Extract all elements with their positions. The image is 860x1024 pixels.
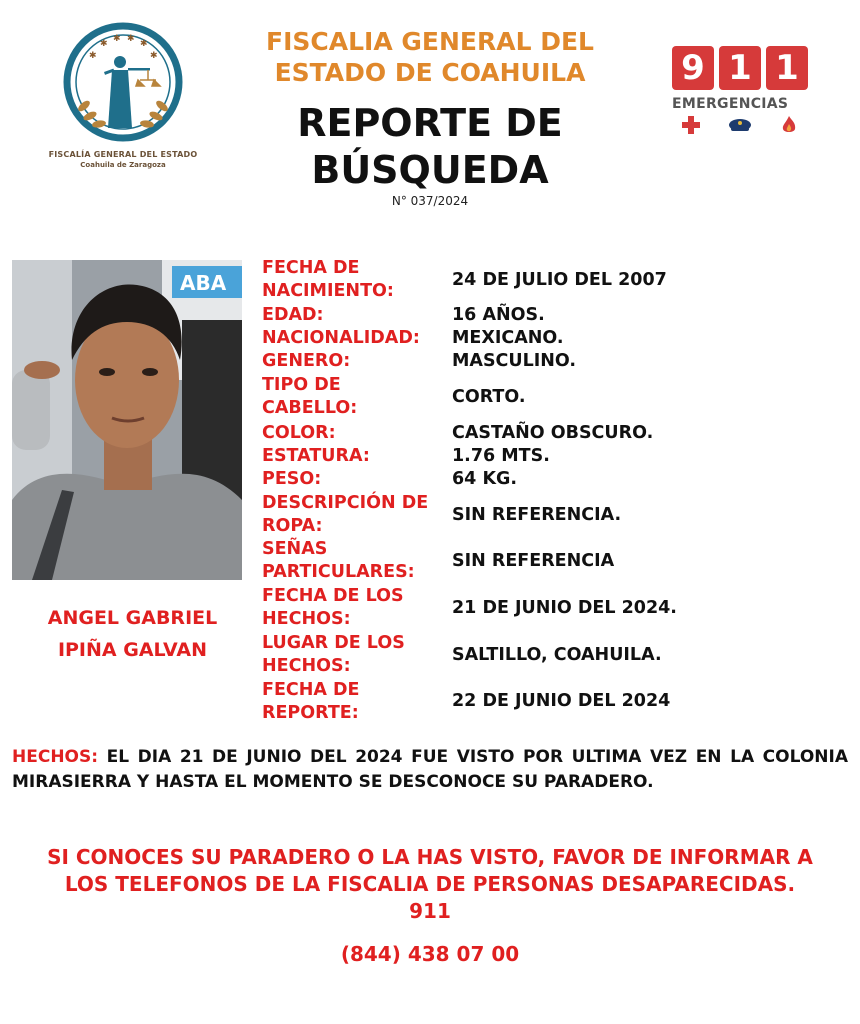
- logo-digit: 9: [672, 46, 714, 90]
- label-line: DESCRIPCIÓN DE: [262, 493, 429, 513]
- value-nationality: MEXICANO.: [452, 328, 564, 348]
- logo-digit: 1: [719, 46, 761, 90]
- value-hair-color: CASTAÑO OBSCURO.: [452, 423, 654, 443]
- value-event-location: SALTILLO, COAHUILA.: [452, 645, 662, 665]
- appeal-911: 911: [409, 899, 451, 923]
- police-cap-icon: [727, 114, 753, 140]
- label-report-date: [262, 679, 360, 725]
- agency-name: [220, 26, 640, 88]
- logo-digit: 1: [766, 46, 808, 90]
- value-event-date: 21 DE JUNIO DEL 2024.: [452, 598, 677, 618]
- cross-icon: [680, 114, 702, 140]
- person-name-line1: ANGEL GABRIEL: [47, 607, 218, 629]
- value-height: 1.76 MTS.: [452, 446, 550, 466]
- label-event-date: [262, 585, 404, 631]
- value-report-date: 22 DE JUNIO DEL 2024: [452, 691, 671, 711]
- report-title-line1: REPORTE DE: [297, 101, 563, 145]
- label-line: SEÑAS: [262, 539, 328, 559]
- label-hair-color: COLOR:: [262, 423, 336, 443]
- report-title: [230, 100, 630, 194]
- label-hair-type: [262, 374, 357, 420]
- label-birth-date: [262, 257, 394, 303]
- facts-paragraph: [12, 745, 848, 795]
- agency-name-line2: ESTADO DE COAHUILA: [274, 58, 586, 87]
- label-nationality: NACIONALIDAD:: [262, 328, 420, 348]
- label-line: LUGAR DE LOS: [262, 633, 405, 653]
- emergency-911-logo: [672, 46, 814, 146]
- svg-text:✱: ✱: [127, 34, 135, 44]
- facts-text: EL DIA 21 DE JUNIO DEL 2024 FUE VISTO POR ULTIMA VEZ EN LA COLONIA MIRASIERRA Y HASTA EL MOMENTO SE DESCONOCE SU PARADERO.: [12, 747, 848, 792]
- label-event-location: [262, 632, 405, 678]
- label-line: FECHA DE: [262, 680, 360, 700]
- svg-text:✱: ✱: [113, 34, 121, 44]
- svg-text:✱: ✱: [140, 39, 148, 49]
- value-age: 16 AÑOS.: [452, 305, 545, 325]
- label-line: HECHOS:: [262, 609, 351, 629]
- label-line: ROPA:: [262, 516, 323, 536]
- value-hair-type: CORTO.: [452, 387, 526, 407]
- label-line: TIPO DE: [262, 375, 341, 395]
- label-age: EDAD:: [262, 305, 324, 325]
- value-weight: 64 KG.: [452, 469, 518, 489]
- agency-name-line1: FISCALIA GENERAL DEL: [266, 27, 594, 56]
- label-line: HECHOS:: [262, 656, 351, 676]
- seal-text-primary: FISCALÍA GENERAL DEL ESTADO: [48, 150, 198, 159]
- label-clothing: [262, 492, 428, 538]
- label-line: PARTICULARES:: [262, 562, 415, 582]
- label-line: REPORTE:: [262, 703, 359, 723]
- label-line: FECHA DE LOS: [262, 586, 404, 606]
- facts-label: HECHOS:: [12, 747, 99, 767]
- svg-text:✱: ✱: [150, 51, 158, 61]
- agency-seal-logo: [48, 20, 198, 172]
- svg-text:✱: ✱: [100, 39, 108, 49]
- value-distinguishing-marks: SIN REFERENCIA: [452, 551, 615, 571]
- label-height: ESTATURA:: [262, 446, 370, 466]
- label-line: FECHA DE: [262, 258, 360, 278]
- appeal-line2: LOS TELEFONOS DE LA FISCALIA DE PERSONAS DESAPARECIDAS.: [64, 872, 796, 896]
- photo-background-sign-text: ABA: [180, 271, 227, 295]
- appeal-message: [20, 844, 840, 925]
- label-distinguishing-marks: [262, 538, 415, 584]
- appeal-line1: SI CONOCES SU PARADERO O LA HAS VISTO, FAVOR DE INFORMAR A: [47, 845, 813, 869]
- missing-person-photo: [12, 260, 242, 580]
- label-line: NACIMIENTO:: [262, 281, 394, 301]
- person-name-line2: IPIÑA GALVAN: [57, 639, 208, 661]
- fire-icon: [778, 114, 800, 140]
- label-weight: PESO:: [262, 469, 322, 489]
- seal-emblem-icon: [48, 20, 198, 145]
- label-gender: GENERO:: [262, 351, 351, 371]
- value-clothing: SIN REFERENCIA.: [452, 505, 622, 525]
- label-line: CABELLO:: [262, 398, 358, 418]
- value-birth-date: 24 DE JULIO DEL 2007: [452, 270, 667, 290]
- missing-person-name: [15, 602, 250, 666]
- contact-phone: (844) 438 07 00: [340, 942, 520, 966]
- seal-text-secondary: Coahuila de Zaragoza: [80, 161, 166, 169]
- svg-text:✱: ✱: [89, 51, 97, 61]
- emergency-label: EMERGENCIAS: [672, 96, 789, 112]
- value-gender: MASCULINO.: [452, 351, 577, 371]
- report-number: N° 037/2024: [391, 194, 469, 208]
- report-title-line2: BÚSQUEDA: [311, 148, 549, 192]
